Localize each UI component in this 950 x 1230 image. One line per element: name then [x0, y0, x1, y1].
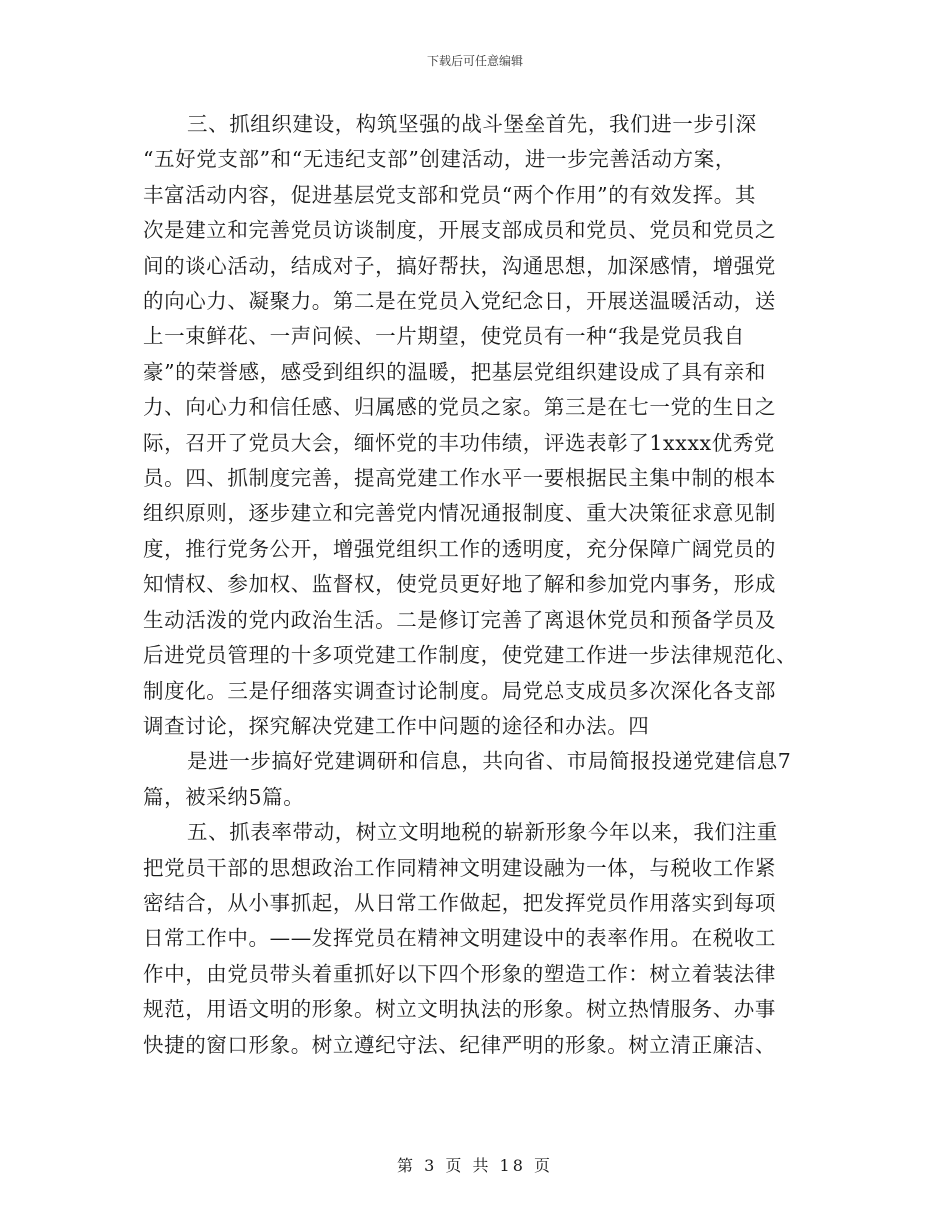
text-line: 生动活泼的党内政治生活。二是修订完善了离退休党员和预备学员及 — [143, 607, 776, 632]
paragraph-3 — [143, 815, 803, 1063]
text-line: 豪”的荣誉感，感受到组织的温暖，把基层党组织建设成了具有亲和 — [143, 359, 766, 384]
text-line: 五、抓表率带动，树立文明地税的崭新形象今年以来，我们注重 — [187, 820, 778, 845]
text-line: 制度化。三是仔细落实调查讨论制度。局党总支成员多次深化各支部 — [143, 678, 776, 703]
text-line: 篇，被采纳5篇。 — [143, 784, 305, 809]
document-body — [143, 107, 803, 1063]
text-line: 的向心力、凝聚力。第二是在党员入党纪念日，开展送温暖活动，送 — [143, 289, 776, 314]
paragraph-2 — [143, 744, 803, 815]
text-line: 员。四、抓制度完善，提高党建工作水平一要根据民主集中制的根本 — [143, 466, 776, 491]
text-line: 次是建立和完善党员访谈制度，开展支部成员和党员、党员和党员之 — [143, 218, 776, 243]
page-footer: 第 3 页 共 18 页 — [397, 1156, 553, 1175]
text-line: 是进一步搞好党建调研和信息，共向省、市局简报投递党建信息7 — [187, 749, 792, 774]
text-line: 密结合，从小事抓起，从日常工作做起，把发挥党员作用落实到每项 — [143, 890, 776, 915]
text-line: 快捷的窗口形象。树立遵纪守法、纪律严明的形象。树立清正廉洁、 — [143, 1032, 776, 1057]
text-line: 度，推行党务公开，增强党组织工作的透明度，充分保障广阔党员的 — [143, 536, 776, 561]
text-line: 调查讨论，探究解决党建工作中问题的途径和办法。四 — [143, 713, 650, 738]
text-line: 日常工作中。——发挥党员在精神文明建设中的表率作用。在税收工 — [143, 926, 776, 951]
text-line: 丰富活动内容，促进基层党支部和党员“两个作用”的有效发挥。其 — [143, 182, 756, 207]
text-line: 规范，用语文明的形象。树立文明执法的形象。树立热情服务、办事 — [143, 997, 776, 1022]
page-header: 下载后可任意编辑 — [426, 54, 523, 68]
text-line: 后进党员管理的十多项党建工作制度，使党建工作进一步法律规范化、 — [143, 643, 798, 668]
text-line: 际，召开了党员大会，缅怀党的丰功伟绩，评选表彰了1xxxx优秀党 — [143, 430, 775, 455]
text-line: 组织原则，逐步建立和完善党内情况通报制度、重大决策征求意见制 — [143, 501, 776, 526]
text-line: 力、向心力和信任感、归属感的党员之家。第三是在七一党的生日之 — [143, 395, 776, 420]
text-line: “五好党支部”和“无违纪支部”创建活动，进一步完善活动方案， — [143, 147, 736, 172]
text-line: 作中，由党员带头着重抓好以下四个形象的塑造工作：树立着装法律 — [143, 961, 776, 986]
paragraph-1 — [143, 107, 803, 744]
text-line: 把党员干部的思想政治工作同精神文明建设融为一体，与税收工作紧 — [143, 855, 776, 880]
text-line: 间的谈心活动，结成对子，搞好帮扶，沟通思想，加深感情，增强党 — [143, 253, 776, 278]
text-line: 三、抓组织建设，构筑坚强的战斗堡垒首先，我们进一步引深 — [187, 112, 757, 136]
text-line: 知情权、参加权、监督权，使党员更好地了解和参加党内事务，形成 — [143, 572, 776, 597]
text-line: 上一束鲜花、一声问候、一片期望，使党员有一种“我是党员我自 — [143, 324, 745, 349]
